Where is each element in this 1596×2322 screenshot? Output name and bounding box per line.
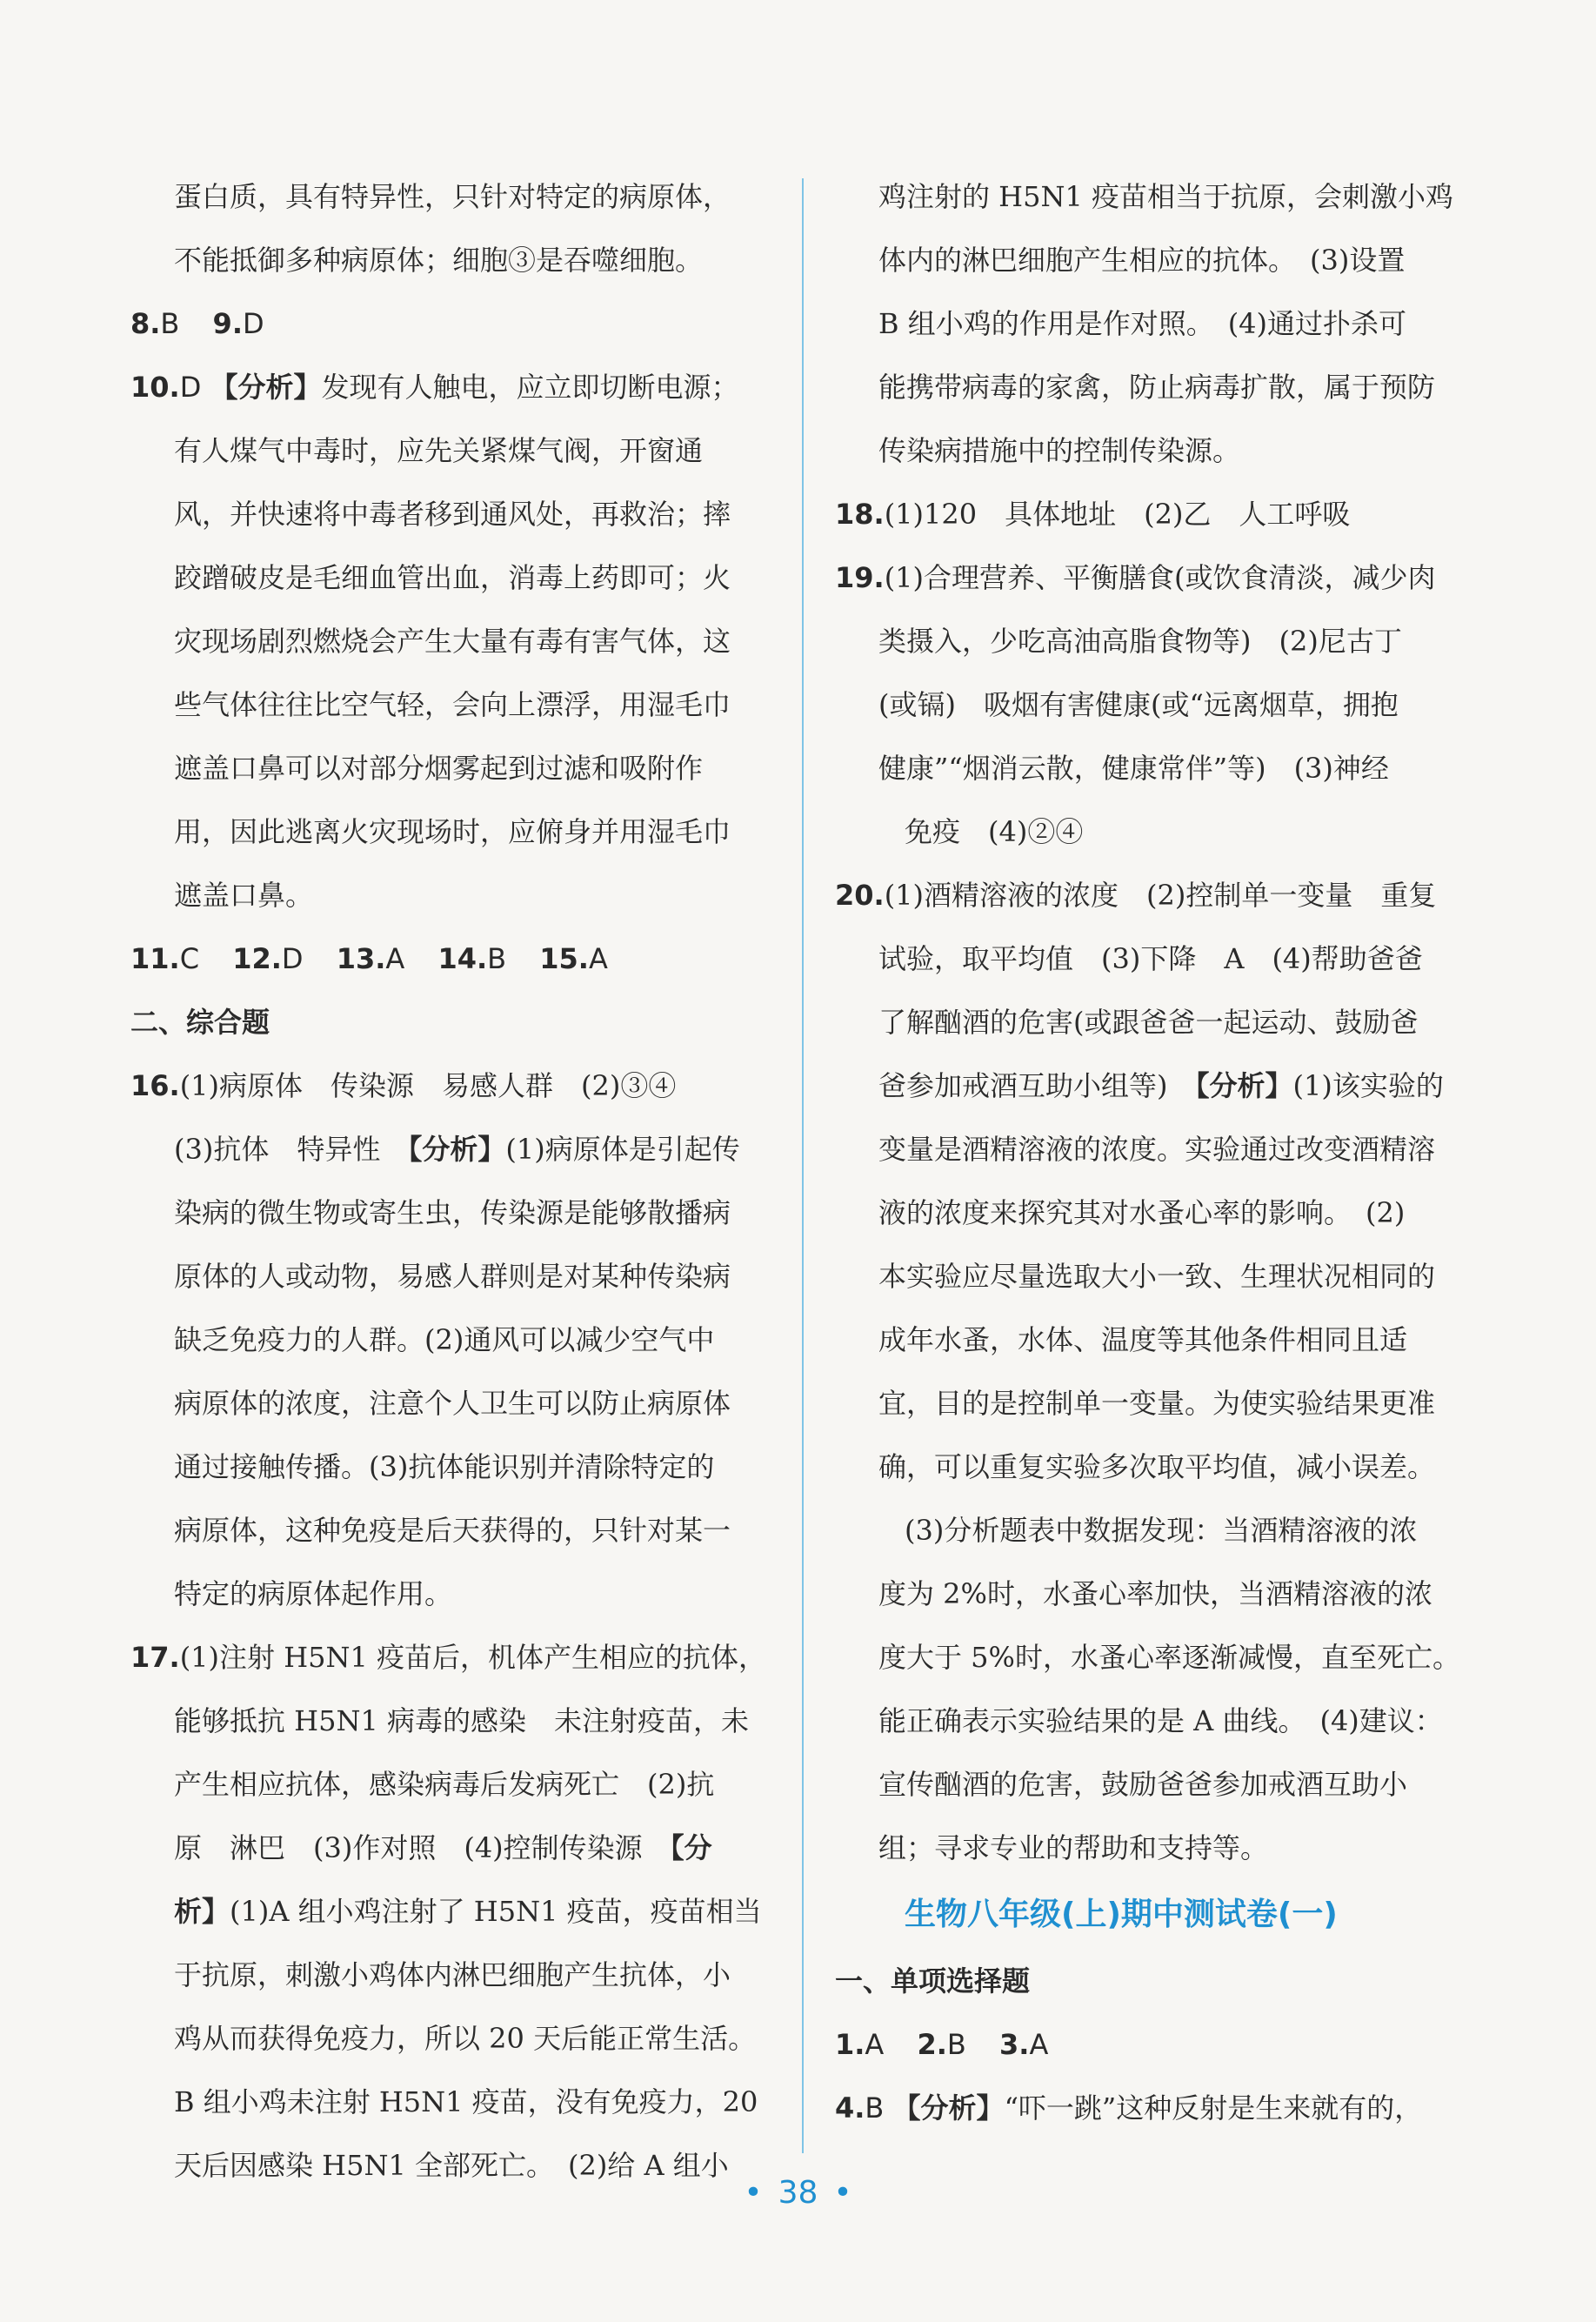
line-text: 蛋白质，具有特异性，只针对特定的病原体， [174, 180, 731, 213]
answer-letter: A [385, 942, 405, 975]
line-text: (1)合理营养、平衡膳食(或饮食清淡，减少肉 [884, 561, 1436, 594]
answer-letter: A [588, 942, 608, 975]
line-text: 有人煤气中毒时，应先关紧煤气阀，开窗通 [174, 434, 704, 467]
line-text: 免疫 (4)②④ [905, 815, 1084, 848]
line-text: 发现有人触电，应立即切断电源； [321, 371, 739, 404]
line-text: 缺乏免疫力的人群。(2)通风可以减少空气中 [174, 1323, 715, 1356]
text-line [130, 1372, 770, 1435]
column-divider [802, 178, 804, 2153]
line-text: 本实验应尽量选取大小一致、生理状况相同的 [878, 1260, 1436, 1293]
text-line [835, 991, 1474, 1054]
text-line [130, 1245, 770, 1308]
bullet-left: • [744, 2175, 763, 2211]
line-text: 原 淋巴 (3)作对照 (4)控制传染源 [174, 1831, 671, 1864]
question-number: 9. [212, 307, 243, 340]
line-text: 能够抵抗 H5N1 病毒的感染 未注射疫苗，未 [174, 1704, 749, 1737]
line-text: 度大于 5%时，水蚤心率逐渐减慢，直至死亡。 [878, 1641, 1460, 1674]
line-text: 爸参加戒酒互助小组等) [878, 1069, 1196, 1102]
text-line [130, 1880, 770, 1944]
question-number: 2. [917, 2028, 947, 2061]
text-line [130, 229, 770, 292]
answer-letter: D [281, 942, 304, 975]
answer-letter: B [160, 307, 180, 340]
line-text: 类摄入，少吃高油高脂食物等) (2)尼古丁 [878, 625, 1402, 658]
text-line [130, 864, 770, 927]
line-text: 灾现场剧烈燃烧会产生大量有毒有害气体，这 [174, 625, 731, 658]
question-number: 4. [835, 2091, 865, 2125]
question-19-line [835, 546, 1474, 610]
text-line [835, 927, 1474, 991]
text-line [835, 1245, 1474, 1308]
text-line [130, 1499, 770, 1562]
line-text: B 组小鸡未注射 H5N1 疫苗，没有免疫力，20 [174, 2085, 758, 2118]
text-line [130, 1308, 770, 1372]
text-line [835, 1181, 1474, 1245]
question-10-line [130, 356, 770, 419]
line-text: 特定的病原体起作用。 [174, 1577, 453, 1610]
line-text: 健康”“烟消云散，健康常伴”等) (3)神经 [878, 752, 1389, 785]
left-column [130, 165, 770, 2198]
answer-letter: A [1029, 2028, 1049, 2061]
question-17-line [130, 1626, 770, 1690]
question-number: 19. [835, 561, 885, 594]
line-text: 跤蹭破皮是毛细血管出血，消毒上药即可；火 [174, 561, 731, 594]
page-number [0, 2175, 1596, 2211]
section-heading: 一、单项选择题 [835, 1964, 1031, 1997]
text-line [835, 610, 1474, 673]
bullet-right: • [833, 2175, 852, 2211]
answer-letter: A [865, 2028, 885, 2061]
line-text: (3)抗体 特异性 [174, 1133, 409, 1166]
text-line [835, 1817, 1474, 1880]
text-line [835, 292, 1474, 356]
text-line [835, 1054, 1474, 1118]
section-heading: 二、综合题 [130, 1006, 270, 1039]
answer-letter: B [487, 942, 507, 975]
text-line [130, 1944, 770, 2007]
line-text: 染病的微生物或寄生虫，传染源是能够散播病 [174, 1196, 731, 1229]
question-number: 18. [835, 498, 885, 531]
text-line [130, 1817, 770, 1880]
line-text: 宜，目的是控制单一变量。为使实验结果更准 [878, 1387, 1436, 1420]
line-text: 变量是酒精溶液的浓度。实验通过改变酒精溶 [878, 1133, 1436, 1166]
line-text: 产生相应抗体，感染病毒后发病死亡 (2)抗 [174, 1768, 715, 1801]
text-line [130, 1690, 770, 1753]
text-line [835, 356, 1474, 419]
exam-title: 生物八年级(上)期中测试卷(一) [905, 1897, 1338, 1932]
line-text: 液的浓度来探究其对水蚤心率的影响。 (2) [878, 1196, 1406, 1229]
question-number: 14. [437, 942, 488, 975]
text-line [130, 1181, 770, 1245]
line-text: 能携带病毒的家禽，防止病毒扩散，属于预防 [878, 371, 1436, 404]
line-text: (1)病原体 传染源 易感人群 (2)③④ [179, 1069, 677, 1102]
line-text: B 组小鸡的作用是作对照。 (4)通过扑杀可 [878, 307, 1407, 340]
question-4-line [835, 2077, 1474, 2140]
text-line [835, 1308, 1474, 1372]
line-text: 遮盖口鼻可以对部分烟雾起到过滤和吸附作 [174, 752, 704, 785]
question-number: 10. [130, 371, 180, 404]
line-text: 了解酗酒的危害(或跟爸爸一起运动、鼓励爸 [878, 1006, 1419, 1039]
question-number: 13. [336, 942, 386, 975]
answer-letter: C [179, 942, 200, 975]
question-16-line [130, 1054, 770, 1118]
answers-11-15 [130, 927, 770, 991]
line-text: 确，可以重复实验多次取平均值，减小误差。 [878, 1450, 1436, 1483]
line-text: “吓一跳”这种反射是生来就有的， [1004, 2091, 1423, 2125]
question-number: 1. [835, 2028, 865, 2061]
analysis-tag: 析】 [174, 1895, 230, 1928]
text-line [835, 165, 1474, 229]
question-18-line [835, 483, 1474, 546]
answers-8-9 [130, 292, 770, 356]
line-text: (1)酒精溶液的浓度 (2)控制单一变量 重复 [884, 879, 1437, 912]
line-text: 试验，取平均值 (3)下降 A (4)帮助爸爸 [878, 942, 1423, 975]
question-number: 16. [130, 1069, 180, 1102]
line-text: 宣传酗酒的危害，鼓励爸爸参加戒酒互助小 [878, 1768, 1408, 1801]
text-line [130, 165, 770, 229]
text-line [130, 673, 770, 737]
line-text: 病原体，这种免疫是后天获得的，只针对某一 [174, 1514, 731, 1547]
text-line [835, 1753, 1474, 1817]
question-number: 8. [130, 307, 161, 340]
analysis-tag: 【分析】 [892, 2091, 1005, 2125]
text-line [130, 610, 770, 673]
text-line [130, 2007, 770, 2071]
text-line [835, 1690, 1474, 1753]
line-text: 成年水蚤，水体、温度等其他条件相同且适 [878, 1323, 1408, 1356]
answer-letter: B [946, 2028, 966, 2061]
answer-letter: D [242, 307, 264, 340]
analysis-tag: 【分析】 [210, 371, 322, 404]
text-line [835, 673, 1474, 737]
line-text: (1)病原体是引起传 [505, 1133, 740, 1166]
text-line [835, 419, 1474, 483]
line-text: 遮盖口鼻。 [174, 879, 314, 912]
question-number: 15. [539, 942, 589, 975]
line-text: 鸡从而获得免疫力，所以 20 天后能正常生活。 [174, 2022, 757, 2055]
text-line [835, 737, 1474, 800]
text-line [835, 1118, 1474, 1181]
question-number: 17. [130, 1641, 180, 1674]
line-text: 原体的人或动物，易感人群则是对某种传染病 [174, 1260, 731, 1293]
line-text: 体内的淋巴细胞产生相应的抗体。 (3)设置 [878, 244, 1406, 277]
question-number: 3. [999, 2028, 1030, 2061]
text-line [130, 546, 770, 610]
page-number-text: 38 [778, 2175, 818, 2211]
line-text: (3)分析题表中数据发现：当酒精溶液的浓 [905, 1514, 1418, 1547]
line-text: 风，并快速将中毒者移到通风处，再救治；摔 [174, 498, 731, 531]
question-number: 12. [232, 942, 282, 975]
line-text: 些气体往往比空气轻，会向上漂浮，用湿毛巾 [174, 688, 731, 721]
line-text: 度为 2%时，水蚤心率加快，当酒精溶液的浓 [878, 1577, 1432, 1610]
text-line [835, 1435, 1474, 1499]
answer-letter: D [179, 371, 202, 404]
text-line [130, 1562, 770, 1626]
line-text: (1)注射 H5N1 疫苗后，机体产生相应的抗体， [179, 1641, 766, 1674]
line-text: 鸡注射的 H5N1 疫苗相当于抗原，会刺激小鸡 [878, 180, 1453, 213]
line-text: 用，因此逃离火灾现场时，应俯身并用湿毛巾 [174, 815, 731, 848]
answer-letter: B [865, 2091, 885, 2125]
analysis-tag: 【分 [670, 1831, 712, 1864]
text-line [835, 1499, 1474, 1562]
text-line [835, 1562, 1474, 1626]
text-line [130, 1753, 770, 1817]
text-line [835, 1626, 1474, 1690]
line-text: 病原体的浓度，注意个人卫生可以防止病原体 [174, 1387, 731, 1420]
line-text: 通过接触传播。(3)抗体能识别并清除特定的 [174, 1450, 715, 1483]
answers-1-3 [835, 2013, 1474, 2077]
line-text: (1)120 具体地址 (2)乙 人工呼吸 [884, 498, 1351, 531]
line-text: 能正确表示实验结果的是 A 曲线。 (4)建议： [878, 1704, 1443, 1737]
text-line [130, 483, 770, 546]
question-20-line [835, 864, 1474, 927]
text-line [835, 800, 1474, 864]
line-text: 传染病措施中的控制传染源。 [878, 434, 1241, 467]
analysis-tag: 【分析】 [1195, 1069, 1293, 1102]
text-line [130, 1118, 770, 1181]
text-line [835, 1372, 1474, 1435]
text-line [130, 737, 770, 800]
text-line [835, 229, 1474, 292]
text-line [130, 1435, 770, 1499]
text-line [130, 800, 770, 864]
question-number: 20. [835, 879, 885, 912]
line-text: 天后因感染 H5N1 全部死亡。 (2)给 A 组小 [174, 2149, 729, 2182]
line-text: (1)该实验的 [1292, 1069, 1444, 1102]
line-text: 于抗原，刺激小鸡体内淋巴细胞产生抗体，小 [174, 1958, 731, 1991]
line-text: 组；寻求专业的帮助和支持等。 [878, 1831, 1269, 1864]
line-text: 不能抵御多种病原体；细胞③是吞噬细胞。 [174, 244, 704, 277]
line-text: (或镉) 吸烟有害健康(或“远离烟草，拥抱 [878, 688, 1399, 721]
question-number: 11. [130, 942, 180, 975]
text-line [130, 419, 770, 483]
analysis-tag: 【分析】 [408, 1133, 506, 1166]
text-line [130, 2071, 770, 2134]
line-text: (1)A 组小鸡注射了 H5N1 疫苗，疫苗相当 [230, 1895, 762, 1928]
right-column [835, 165, 1474, 2140]
